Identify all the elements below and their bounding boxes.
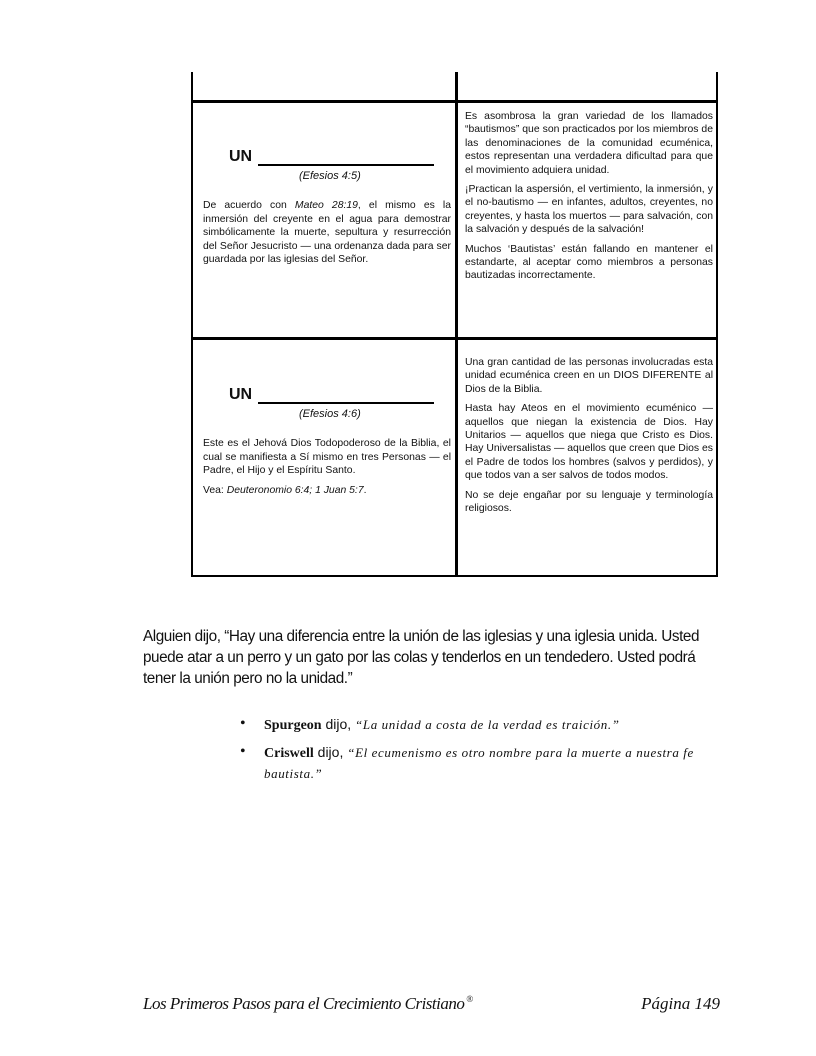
list-item <box>240 714 710 736</box>
un-label: UN <box>229 148 253 165</box>
table-divider-row1 <box>193 100 716 103</box>
scripture-ref: Deuteronomio 6:4; 1 Juan 5:7 <box>226 484 364 496</box>
text-span: De acuerdo con <box>203 200 295 212</box>
said-text: dijo, <box>321 716 356 732</box>
speaker-name: Spurgeon <box>264 718 322 733</box>
text-span: , el mismo es la inmersión del creyente en el agua para demostrar simbólicamente la muerte, sepultura y resurrección del Señor Jesucristo — una ordenanza dada para ser guardada por las iglesias del Señor. <box>203 200 451 266</box>
list-item <box>240 742 710 785</box>
fill-in-blank <box>258 150 434 166</box>
text-span: . <box>363 484 367 496</box>
row1-right-p2: ¡Practican la aspersión, el vertimiento, la inmersión, y el no-bautismo — en infantes, adultos, creyentes, no creyentes, y hasta los muertos — para salvación, con la salvación y después de la salvación! <box>465 184 713 236</box>
row1-right-cell <box>465 110 713 289</box>
quote-paragraph: Alguien dijo, “Hay una diferencia entre la unión de las iglesias y una iglesia unida. Usted puede atar a un perro y un gato por las colas y tenderlos en un tendedero. Usted podrá tener la unión pero no la unidad.” <box>143 628 699 687</box>
verse-reference: (Efesios 4:6) <box>299 408 361 420</box>
row1-left-text <box>203 199 451 266</box>
text-span: Vea: <box>203 484 227 496</box>
table-divider-vertical <box>455 72 458 575</box>
speaker-name: Criswell <box>264 746 314 761</box>
row2-right-cell <box>465 356 713 521</box>
fill-in-blank <box>258 388 434 404</box>
un-label: UN <box>229 386 253 403</box>
footer-title <box>143 994 473 1014</box>
comparison-table <box>191 72 718 577</box>
row2-left-text: Este es el Jehová Dios Todopoderoso de la Biblia, el cual se manifiesta a Sí mismo en tres Personas — el Padre, el Hijo y el Espíritu Santo. <box>203 438 451 477</box>
table-divider-row2 <box>193 337 716 340</box>
bullet-list <box>240 714 710 791</box>
registered-mark: ® <box>466 994 473 1005</box>
verse-reference: (Efesios 4:5) <box>299 170 361 182</box>
row2-right-p2: Hasta hay Ateos en el movimiento ecuménico — aquellos que niegan la existencia de Dios. Hay Unitarios — aquellos que niega que Cristo es Dios. Hay Universalistas — aquellos que creen que Dios es el Padre de todos los hombres (salvos y perdidos), y que todos van a ser salvos de todos modos. <box>465 403 713 482</box>
un-heading <box>229 386 451 404</box>
un-heading <box>229 148 451 166</box>
quote-text: “El ecumenismo es otro nombre para la muerte a nuestra fe bautista.” <box>264 745 694 781</box>
row2-right-p3: No se deje engañar por su lenguaje y terminología religiosos. <box>465 489 713 515</box>
quote-text: “La unidad a costa de la verdad es traición.” <box>355 717 620 732</box>
page-number: Página 149 <box>641 994 720 1013</box>
row2-right-p1: Una gran cantidad de las personas involucradas esta unidad ecuménica creen en un DIOS DIFERENTE al Dios de la Biblia. <box>465 357 713 395</box>
row2-left-cell <box>203 386 451 503</box>
book-title: Los Primeros Pasos para el Crecimiento Cristiano <box>143 994 465 1013</box>
said-text: dijo, <box>313 744 348 760</box>
row2-left-refs <box>203 484 451 497</box>
row1-left-cell <box>203 148 451 272</box>
bullet-icon: • <box>240 715 246 732</box>
row1-right-p1: Es asombrosa la gran variedad de los llamados “bautismos” que son practicados por los miembros de las denominaciones de la comunidad ecuménica, estos representan una verdadera dificultad para que el movimiento adquiera unidad. <box>465 111 713 176</box>
bullet-icon: • <box>240 743 246 760</box>
scripture-ref: Mateo 28:19 <box>294 200 358 212</box>
row1-right-p3: Muchos ‘Bautistas’ están fallando en mantener el estandarte, al aceptar como miembros a personas bautizadas incorrectamente. <box>465 243 713 282</box>
